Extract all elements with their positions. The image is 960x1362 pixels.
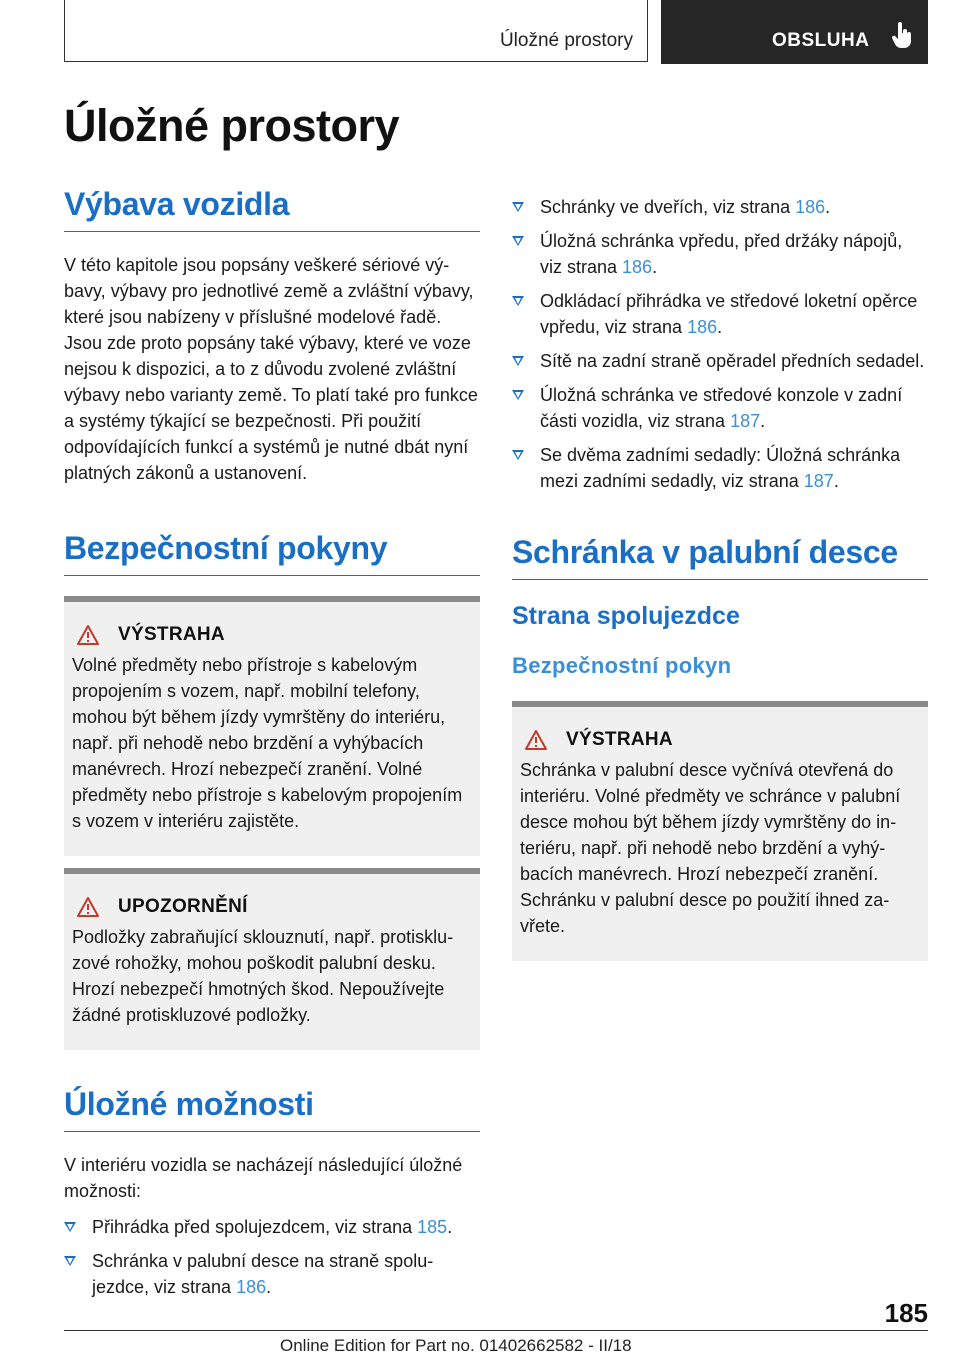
notice-title: UPOZORNĚNÍ: [118, 896, 248, 917]
triangle-bullet-icon: [512, 450, 524, 460]
hand-pointer-icon: [891, 22, 913, 50]
warning-triangle-icon: [524, 729, 548, 751]
vybava-paragraph: V této kapitole jsou popsány veškeré sériové výbavy, výbavy pro jednotlivé země a zvláštní výbavy, které jsou nabízeny v příslušné modelové řadě. Jsou zde proto popsány také výbavy, které ve voze nejsou k dispozici, a to z důvodu zvolené zvláštní výbavy nebo varianty země. To platí také pro funkce a systémy týkající se bezpečnosti. Při použití odpovídajících funkcí a systémů je nutné dbát nyní platných zákonů a ustanovení.: [64, 255, 478, 483]
warning-triangle-icon: [76, 624, 100, 646]
list-item: Úložná schránka ve středové konzole v zadní části vozidla, viz strana 187.: [512, 382, 928, 434]
triangle-bullet-icon: [64, 1256, 76, 1266]
storage-list-right: [512, 194, 928, 494]
storage-list-left: [64, 1214, 480, 1300]
list-item: Úložná schránka vpředu, před držáky nápojů, viz strana 186.: [512, 228, 928, 280]
warning-title: VÝSTRAHA: [566, 729, 673, 750]
page-reference-link[interactable]: 187: [730, 411, 761, 431]
section-heading-bezpecnost: Bezpečnostní pokyny: [64, 530, 480, 576]
right-column: [512, 186, 928, 961]
list-item: Odkládací přihrádka ve středové loketní opěrce vpředu, viz strana 186.: [512, 288, 928, 340]
page-reference-link[interactable]: 186: [236, 1277, 267, 1297]
notice-box: [64, 868, 480, 1050]
triangle-bullet-icon: [512, 356, 524, 366]
subheading-bezpecnostni-pokyn: Bezpečnostní pokyn: [512, 653, 732, 678]
list-item: Schránka v palubní desce na straně spolujezdce, viz strana 186.: [64, 1248, 480, 1300]
warning-text: Volné předměty nebo přístroje s kabelovým propojením s vozem, např. mobilní telefony, mohou být během jízdy vymrštěny do interiéru, např. při nehodě nebo brzdění a vyhýbacích manévrech. Hrozí nebezpečí zranění. Volné předměty nebo přístroje s kabelovým propojením s vozem v interiéru zajistěte.: [72, 655, 463, 831]
page-reference-link[interactable]: 185: [417, 1217, 448, 1237]
page-number: 185: [884, 1298, 928, 1328]
section-heading-moznosti: Úložné možnosti: [64, 1086, 480, 1132]
header-chapter-label: OBSLUHA: [772, 30, 870, 51]
section-heading-schranka: Schránka v palubní desce: [512, 534, 928, 580]
footer-divider: [64, 1330, 928, 1331]
page-reference-link[interactable]: 187: [803, 471, 834, 491]
warning-box-glovebox: [512, 701, 928, 961]
page-header: [64, 0, 928, 64]
subheading-strana: Strana spolujezdce: [512, 602, 740, 630]
page-reference-link[interactable]: 186: [795, 197, 826, 217]
triangle-bullet-icon: [512, 296, 524, 306]
notice-text: Podložky zabraňující sklouznutí, např. protiskluzové rohožky, mohou poškodit palubní desku. Hrozí nebezpečí hmotných škod. Nepoužívejte žádné protiskluzové podložky.: [72, 927, 454, 1025]
list-item: Přihrádka před spolujezdcem, viz strana 185.: [64, 1214, 480, 1240]
page-title: Úložné prostory: [64, 100, 400, 151]
section-heading-vybava: Výbava vozidla: [64, 186, 480, 232]
triangle-bullet-icon: [512, 390, 524, 400]
warning-text: Schránka v palubní desce vyčnívá otevřená do interiéru. Volné předměty ve schránce v palubní desce mohou být během jízdy vymrštěny do interiéru, např. při nehodě nebo brzdění a vyhýbacích manévrech. Hrozí nebezpečí zranění. Schránku v palubní desce po použití ihned zavřete.: [520, 760, 901, 936]
triangle-bullet-icon: [512, 202, 524, 212]
header-section-label: Úložné prostory: [499, 30, 633, 51]
footer-edition: Online Edition for Part no. 01402662582 - II/18: [280, 1336, 632, 1355]
warning-triangle-icon: [76, 896, 100, 918]
header-section: [64, 0, 648, 62]
list-item: Se dvěma zadními sedadly: Úložná schránka mezi zadními sedadly, viz strana 187.: [512, 442, 928, 494]
header-chapter-tab[interactable]: [661, 0, 928, 64]
warning-title: VÝSTRAHA: [118, 624, 225, 645]
triangle-bullet-icon: [64, 1222, 76, 1232]
left-column: [64, 186, 480, 1308]
warning-box: [64, 596, 480, 856]
triangle-bullet-icon: [512, 236, 524, 246]
page-reference-link[interactable]: 186: [687, 317, 718, 337]
page-reference-link[interactable]: 186: [622, 257, 653, 277]
list-item: Schránky ve dveřích, viz strana 186.: [512, 194, 928, 220]
list-item: Sítě na zadní straně opěradel předních sedadel.: [512, 348, 928, 374]
moznosti-intro: V interiéru vozidla se nacházejí následující úložné možnosti:: [64, 1155, 463, 1201]
